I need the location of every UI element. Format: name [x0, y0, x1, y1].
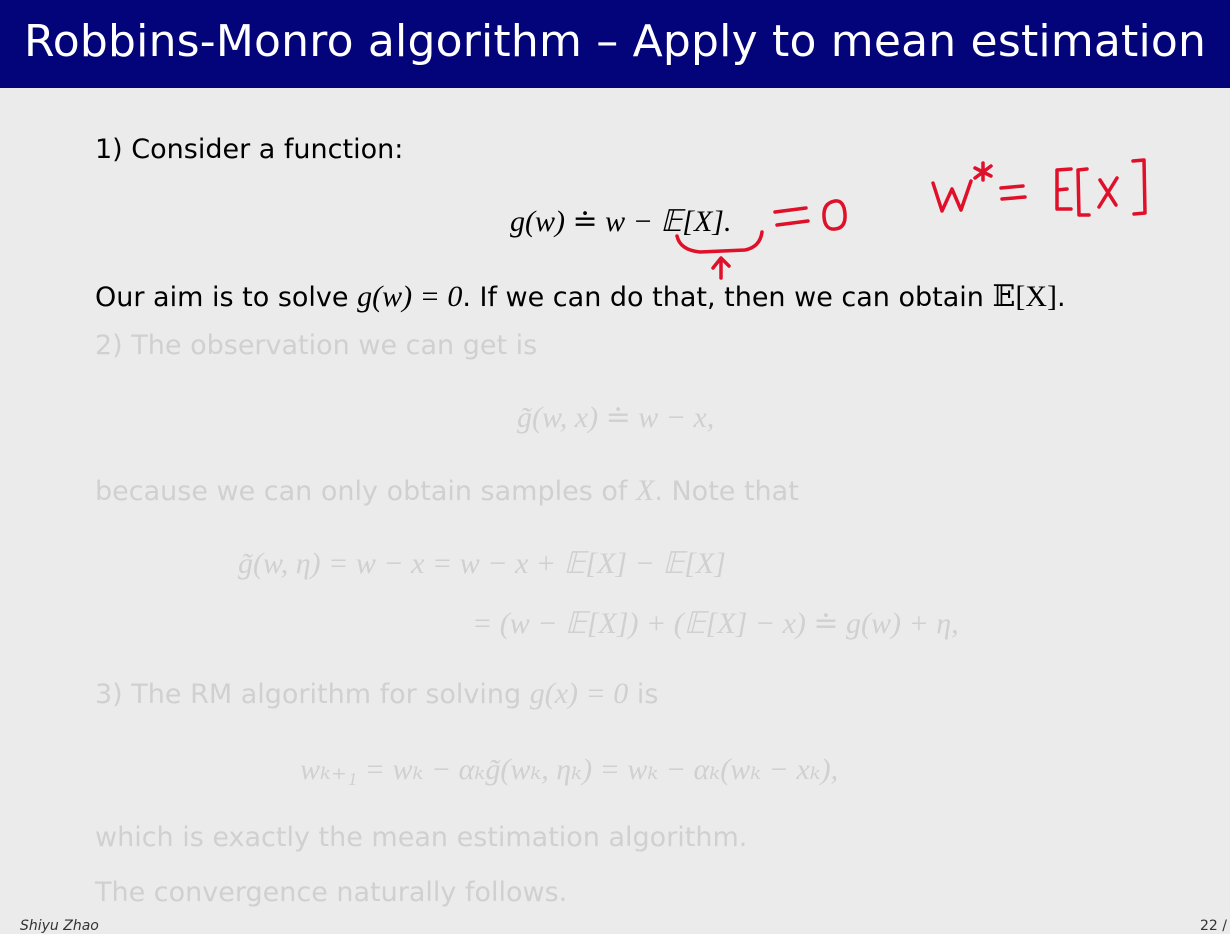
- step3-convergence: The convergence naturally follows.: [95, 877, 568, 908]
- because-var: X: [635, 474, 655, 507]
- arrow-up-stroke: [713, 258, 729, 278]
- equals2-stroke: [1001, 186, 1025, 199]
- slide-title: Robbins-Monro algorithm – Apply to mean estimation: [0, 0, 1230, 88]
- E-stroke: [1057, 169, 1071, 209]
- X-stroke: [1099, 178, 1117, 207]
- step3-update-equation: wₖ₊₁ = wₖ − αₖg̃(wₖ, ηₖ) = wₖ − αₖ(wₖ − xₖ),: [300, 753, 839, 786]
- step3-conclusion: which is exactly the mean estimation algorithm.: [95, 822, 748, 853]
- star-stroke: [975, 163, 991, 180]
- aim-math: g(w) = 0: [357, 280, 463, 313]
- because-prefix: because we can only obtain samples of: [95, 476, 636, 507]
- because-suffix: . Note that: [654, 476, 799, 507]
- step3-intro-math: g(x) = 0: [529, 677, 629, 710]
- w-stroke: [933, 181, 971, 211]
- aim-prefix: Our aim is to solve: [95, 282, 358, 313]
- underline-stroke: [677, 232, 762, 252]
- bracket-right-stroke: [1133, 160, 1145, 214]
- footer-author: Shiyu Zhao: [20, 918, 99, 934]
- step2-observation-equation: g̃(w, x) ≐ w − x,: [517, 401, 715, 434]
- step1-intro: 1) Consider a function:: [95, 134, 404, 165]
- equals-stroke: [775, 208, 808, 225]
- aim-expectation: 𝔼[X]: [992, 280, 1057, 313]
- step2-derivation-line2: = (w − 𝔼[X]) + (𝔼[X] − x) ≐ g(w) + η,: [472, 607, 959, 640]
- step3-intro-suffix: is: [628, 679, 659, 710]
- footer-page-number: 22 /: [1200, 918, 1227, 934]
- aim-suffix: .: [1057, 282, 1066, 313]
- step3-intro-prefix: 3) The RM algorithm for solving: [95, 679, 530, 710]
- step1-equation: g(w) ≐ w − 𝔼[X].: [510, 205, 732, 238]
- step2-intro: 2) The observation we can get is: [95, 330, 538, 361]
- aim-middle: . If we can do that, then we can obtain: [462, 282, 993, 313]
- bracket-left-stroke: [1078, 169, 1089, 215]
- step2-derivation-line1: g̃(w, η) = w − x = w − x + 𝔼[X] − 𝔼[X]: [238, 547, 726, 580]
- zero-stroke: [824, 201, 845, 229]
